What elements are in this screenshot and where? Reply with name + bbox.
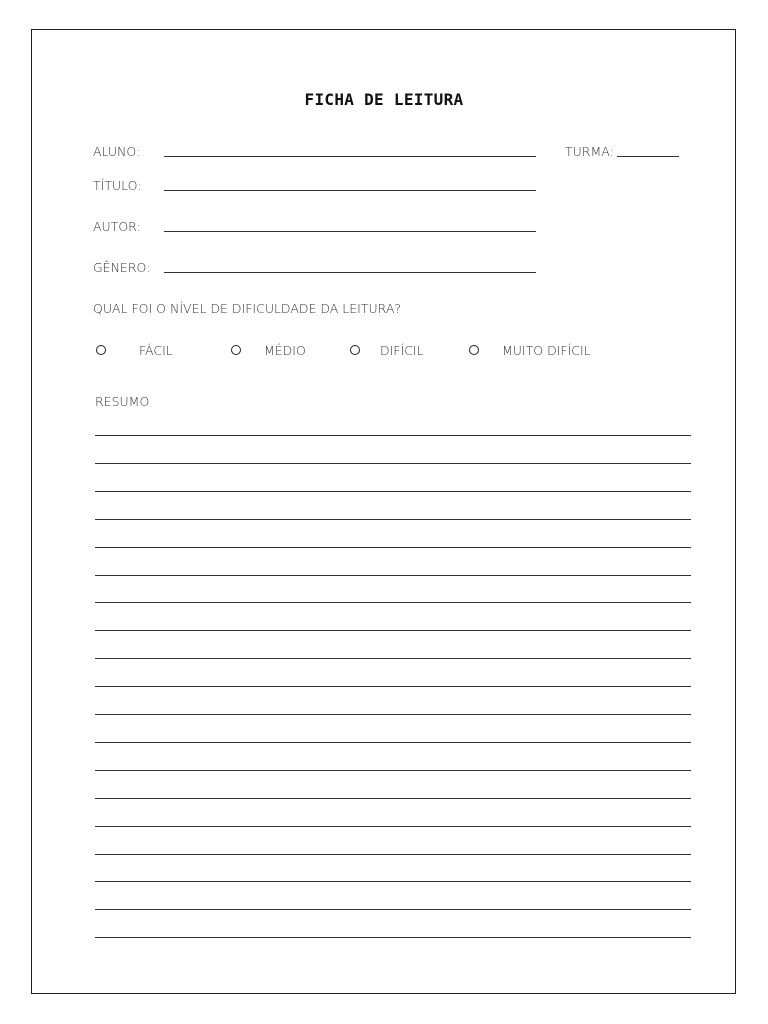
radio-medium[interactable] bbox=[231, 345, 241, 355]
genre-input-line[interactable] bbox=[164, 272, 536, 273]
summary-line[interactable] bbox=[95, 491, 691, 492]
student-label: ALUNO: bbox=[93, 144, 141, 159]
summary-line[interactable] bbox=[95, 602, 691, 603]
radio-very-hard[interactable] bbox=[469, 345, 479, 355]
summary-label: RESUMO bbox=[95, 394, 150, 409]
radio-hard[interactable] bbox=[350, 345, 360, 355]
summary-line[interactable] bbox=[95, 881, 691, 882]
book-title-label: TÍTULO: bbox=[93, 178, 142, 193]
summary-line[interactable] bbox=[95, 714, 691, 715]
form-title: FICHA DE LEITURA bbox=[304, 90, 464, 109]
option-very-hard-label: MUITO DIFÍCIL bbox=[502, 343, 591, 358]
class-label: TURMA: bbox=[565, 144, 614, 159]
student-input-line[interactable] bbox=[164, 156, 536, 157]
author-label: AUTOR: bbox=[93, 219, 141, 234]
summary-line[interactable] bbox=[95, 798, 691, 799]
summary-line[interactable] bbox=[95, 742, 691, 743]
summary-line[interactable] bbox=[95, 658, 691, 659]
class-input-line[interactable] bbox=[617, 156, 679, 157]
option-medium-label: MÉDIO bbox=[264, 343, 306, 358]
page-border bbox=[31, 29, 736, 994]
summary-line[interactable] bbox=[95, 909, 691, 910]
difficulty-question: QUAL FOI O NÍVEL DE DIFICULDADE DA LEITURA? bbox=[93, 301, 402, 316]
option-hard-label: DIFÍCIL bbox=[380, 343, 424, 358]
summary-line[interactable] bbox=[95, 575, 691, 576]
book-title-input-line[interactable] bbox=[164, 190, 536, 191]
summary-line[interactable] bbox=[95, 770, 691, 771]
summary-line[interactable] bbox=[95, 854, 691, 855]
summary-line[interactable] bbox=[95, 630, 691, 631]
summary-line[interactable] bbox=[95, 826, 691, 827]
summary-line[interactable] bbox=[95, 463, 691, 464]
summary-line[interactable] bbox=[95, 519, 691, 520]
option-easy-label: FÁCIL bbox=[139, 343, 173, 358]
author-input-line[interactable] bbox=[164, 231, 536, 232]
summary-line[interactable] bbox=[95, 547, 691, 548]
genre-label: GÊNERO: bbox=[93, 260, 151, 275]
summary-line[interactable] bbox=[95, 937, 691, 938]
radio-easy[interactable] bbox=[96, 345, 106, 355]
summary-line[interactable] bbox=[95, 686, 691, 687]
summary-line[interactable] bbox=[95, 435, 691, 436]
